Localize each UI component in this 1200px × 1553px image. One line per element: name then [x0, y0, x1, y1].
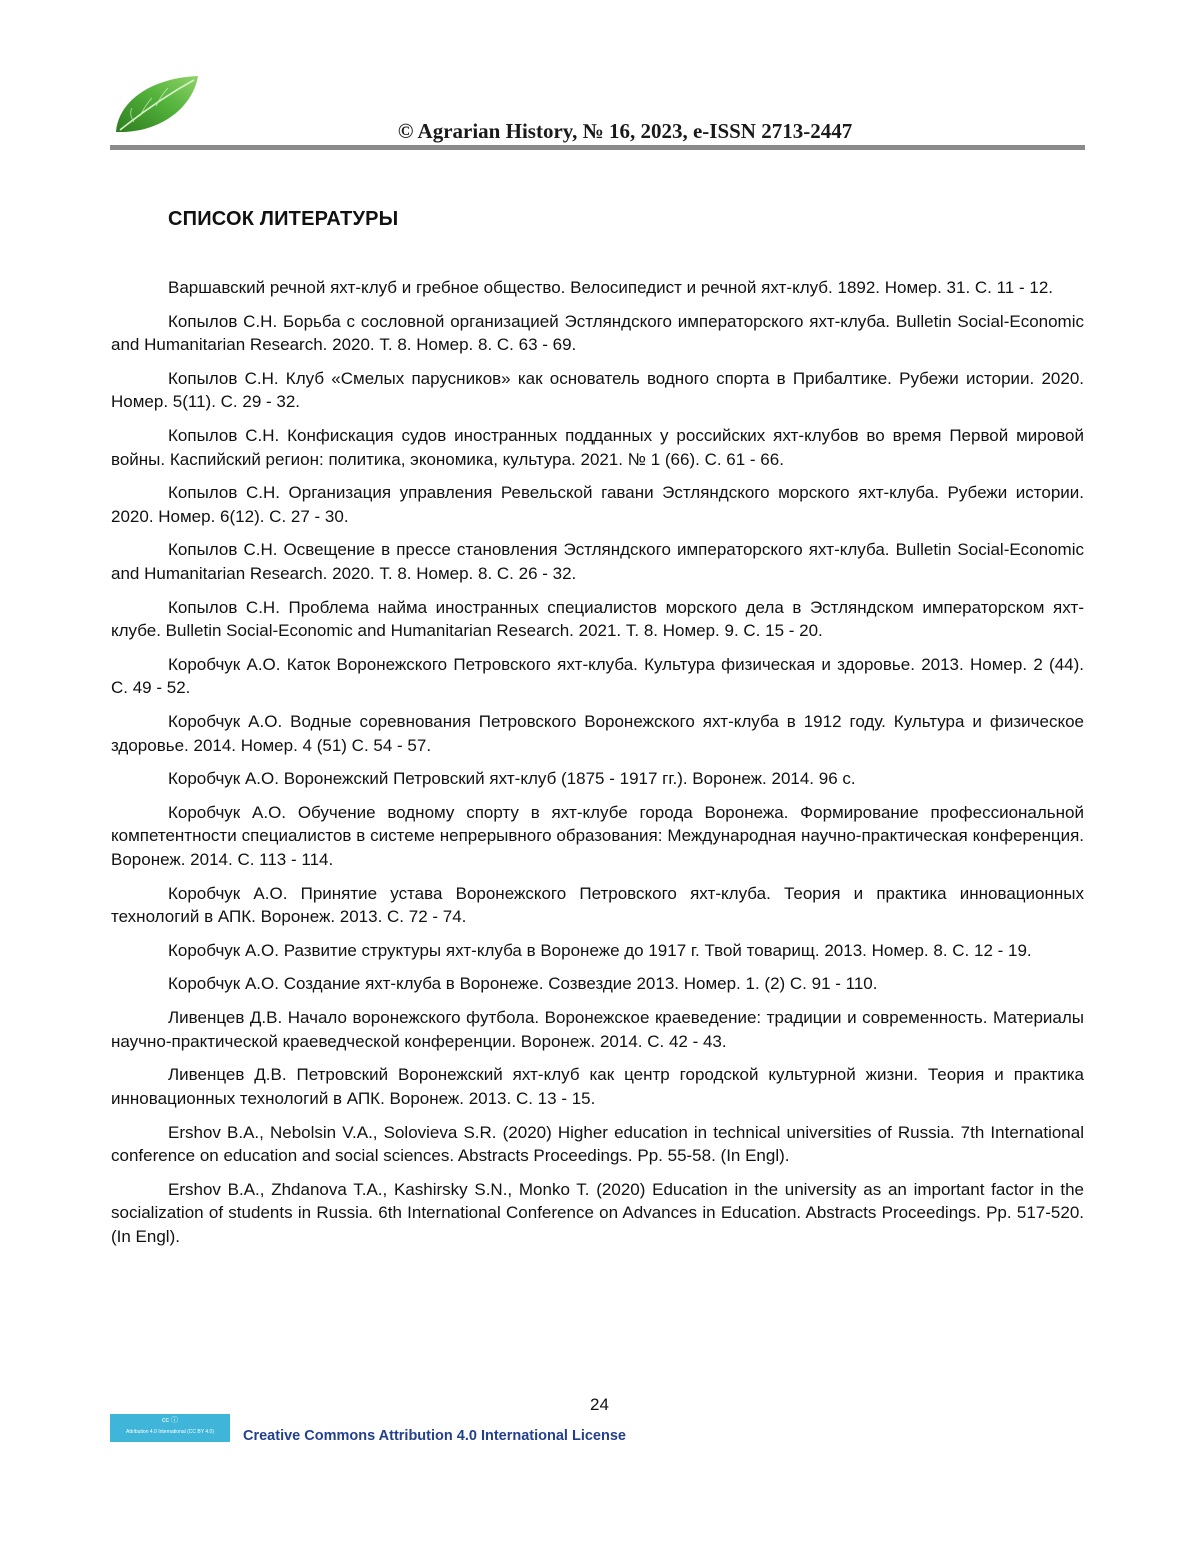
reference-list	[111, 276, 1084, 1258]
cc-license-badge[interactable]	[110, 1414, 230, 1442]
reference-item: Коробчук А.О. Развитие структуры яхт-клуба в Воронеже до 1917 г. Твой товарищ. 2013. Номер. 8. С. 12 - 19.	[168, 940, 1032, 960]
page-number: 24	[590, 1395, 609, 1414]
reference-item: Ershov B.A., Zhdanova T.A., Kashirsky S.N., Monko T. (2020) Education in the university as an important factor in the socialization of students in Russia. 6th International Conference on Advances in Education. Abstracts Proceedings. Pp. 517-520. (In Engl).	[111, 1179, 1084, 1246]
license-link[interactable]: Creative Commons Attribution 4.0 International License	[243, 1428, 626, 1444]
reference-item: Ливенцев Д.В. Начало воронежского футбола. Воронежское краеведение: традиции и современность. Материалы научно-практической краеведческой конференции. Воронеж. 2014. С. 42 - 43.	[111, 1008, 1084, 1051]
cc-badge-text: Attribution 4.0 International (CC BY 4.0)	[125, 1429, 214, 1435]
reference-item: Копылов С.Н. Освещение в прессе становления Эстляндского императорского яхт-клуба. Bulletin Social-Economic and Humanitarian Research. 2020. Т. 8. Номер. 8. С. 26 - 32.	[111, 540, 1084, 583]
journal-header: © Agrarian History, № 16, 2023, e-ISSN 2713-2447	[397, 119, 853, 143]
reference-item: Ershov B.A., Nebolsin V.A., Solovieva S.R. (2020) Higher education in technical universities of Russia. 7th International conference on education and social sciences. Abstracts Proceedings. Pp. 55-58. (In Engl).	[111, 1122, 1084, 1165]
reference-item: Коробчук А.О. Водные соревнования Петровского Воронежского яхт-клуба в 1912 году. Культура и физическое здоровье. 2014. Номер. 4 (51) С. 54 - 57.	[111, 712, 1084, 755]
reference-item: Коробчук А.О. Воронежский Петровский яхт-клуб (1875 - 1917 гг.). Воронеж. 2014. 96 с.	[168, 769, 856, 789]
header-divider	[110, 145, 1085, 150]
reference-item: Коробчук А.О. Создание яхт-клуба в Воронеже. Созвездие 2013. Номер. 1. (2) С. 91 - 110.	[168, 974, 878, 994]
reference-item: Копылов С.Н. Проблема найма иностранных специалистов морского дела в Эстляндском императорском яхт-клубе. Bulletin Social-Economic and Humanitarian Research. 2021. Т. 8. Номер. 9. С. 15 - 20.	[111, 597, 1084, 641]
reference-item: Копылов С.Н. Организация управления Ревельской гавани Эстляндского морского яхт-клуба. Рубежи истории. 2020. Номер. 6(12). С. 27 - 30.	[111, 483, 1084, 526]
cc-by-icon: cc ⓘ	[162, 1417, 178, 1424]
reference-item: Ливенцев Д.В. Петровский Воронежский яхт-клуб как центр городской культурной жизни. Теория и практика инновационных технологий в АПК. Воронеж. 2013. С. 13 - 15.	[111, 1065, 1084, 1108]
reference-item: Коробчук А.О. Принятие устава Воронежского Петровского яхт-клуба. Теория и практика инновационных технологий в АПК. Воронеж. 2013. С. 72 - 74.	[111, 883, 1084, 927]
reference-item: Коробчук А.О. Каток Воронежского Петровского яхт-клуба. Культура физическая и здоровье. 2013. Номер. 2 (44). С. 49 - 52.	[111, 654, 1084, 698]
section-title: СПИСОК ЛИТЕРАТУРЫ	[168, 208, 399, 230]
reference-item: Копылов С.Н. Клуб «Смелых парусников» как основатель водного спорта в Прибалтике. Рубежи истории. 2020. Номер. 5(11). С. 29 - 32.	[111, 368, 1084, 412]
reference-item: Копылов С.Н. Конфискация судов иностранных подданных у российских яхт-клубов во время Первой мировой войны. Каспийский регион: политика, экономика, культура. 2021. № 1 (66). С. 61 - 66.	[111, 426, 1084, 469]
reference-item: Варшавский речной яхт-клуб и гребное общество. Велосипедист и речной яхт-клуб. 1892. Номер. 31. С. 11 - 12.	[168, 278, 1053, 297]
reference-item: Копылов С.Н. Борьба с сословной организацией Эстляндского императорского яхт-клуба. Bulletin Social-Economic and Humanitarian Research. 2020. Т. 8. Номер. 8. С. 63 - 69.	[111, 311, 1084, 355]
reference-item: Коробчук А.О. Обучение водному спорту в яхт-клубе города Воронежа. Формирование профессиональной компетентности специалистов в системе непрерывного образования: Международная научно-практическая конференция. Воронеж. 2014. С. 113 - 114.	[111, 802, 1084, 869]
